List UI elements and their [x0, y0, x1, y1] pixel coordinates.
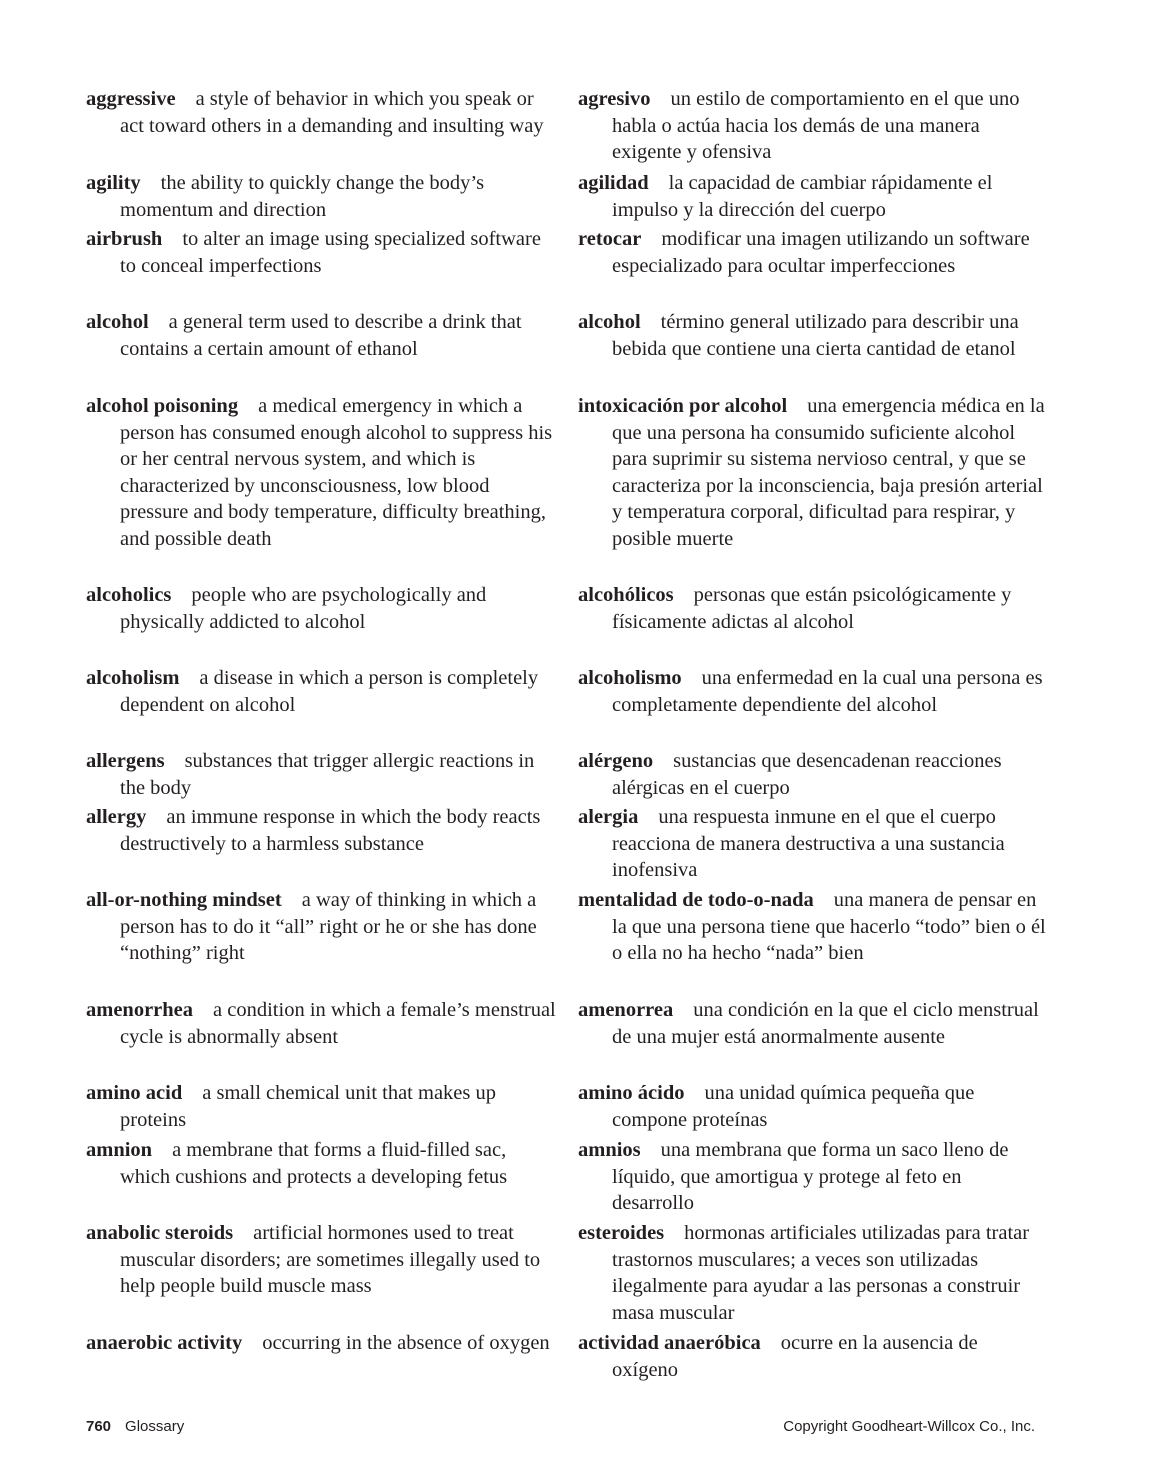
- glossary-entry-en: [86, 393, 556, 552]
- glossary-entry-es: [578, 1330, 1048, 1383]
- glossary-entry-en: [86, 1080, 556, 1133]
- entry-definition: a condition in which a female’s menstrual cycle is abnormally absent: [120, 999, 556, 1048]
- entry-term: alcoholics: [86, 584, 172, 606]
- glossary-entry-en: [86, 665, 556, 718]
- glossary-entry-en: [86, 1330, 556, 1357]
- glossary-entry-es: [578, 226, 1048, 279]
- entry-term: agresivo: [578, 88, 651, 110]
- entry-definition: personas que están psicológicamente y físicamente adictas al alcohol: [612, 584, 1012, 633]
- entry-definition: an immune response in which the body reacts destructively to a harmless substance: [120, 806, 541, 855]
- glossary-entry-es: [578, 1220, 1048, 1326]
- entry-definition: ocurre en la ausencia de oxígeno: [612, 1332, 978, 1381]
- glossary-entry-en: [86, 582, 556, 635]
- glossary-entry-en: [86, 887, 556, 967]
- entry-definition: a general term used to describe a drink that contains a certain amount of ethanol: [120, 311, 522, 360]
- entry-term: alcohólicos: [578, 584, 674, 606]
- entry-definition: artificial hormones used to treat muscular disorders; are sometimes illegally used to help people build muscle mass: [120, 1222, 541, 1297]
- entry-definition: a membrane that forms a fluid-filled sac, which cushions and protects a developing fetus: [120, 1139, 508, 1188]
- glossary-entry-en: [86, 309, 556, 362]
- glossary-entry-en: [86, 170, 556, 223]
- entry-definition: una emergencia médica en la que una persona ha consumido suficiente alcohol para suprimir su sistema nervioso central, y que se caracteriza por la inconsciencia, baja presión arterial y temperatura corporal, dificultad para respirar, y posible muerte: [612, 395, 1045, 550]
- entry-definition: una membrana que forma un saco lleno de líquido, que amortigua y protege al feto en desarrollo: [612, 1139, 1009, 1214]
- entry-definition: una enfermedad en la cual una persona es completamente dependiente del alcohol: [612, 667, 1043, 716]
- entry-term: amnios: [578, 1139, 641, 1161]
- glossary-entry-es: [578, 887, 1048, 967]
- glossary-entry-es: [578, 393, 1048, 552]
- glossary-entry-en: [86, 804, 556, 857]
- section-label: Glossary: [125, 1418, 185, 1435]
- entry-term: esteroides: [578, 1222, 665, 1244]
- glossary-entry-es: [578, 86, 1048, 166]
- entry-term: amino ácido: [578, 1082, 685, 1104]
- glossary-entry-en: [86, 86, 556, 139]
- entry-term: allergy: [86, 806, 147, 828]
- entry-term: amenorrea: [578, 999, 674, 1021]
- page-footer-left: [86, 1418, 184, 1435]
- glossary-entry-es: [578, 1080, 1048, 1133]
- glossary-entry-es: [578, 804, 1048, 884]
- entry-term: actividad anaeróbica: [578, 1332, 761, 1354]
- glossary-entry-en: [86, 1137, 556, 1190]
- entry-term: intoxicación por alcohol: [578, 395, 788, 417]
- glossary-entry-es: [578, 997, 1048, 1050]
- entry-definition: hormonas artificiales utilizadas para tratar trastornos musculares; a veces son utilizadas ilegalmente para ayudar a las personas a construir masa muscular: [612, 1222, 1030, 1324]
- entry-term: alcohol: [578, 311, 641, 333]
- entry-definition: people who are psychologically and physically addicted to alcohol: [120, 584, 487, 633]
- entry-term: aggressive: [86, 88, 176, 110]
- entry-term: alergia: [578, 806, 639, 828]
- entry-definition: occurring in the absence of oxygen: [262, 1332, 550, 1354]
- page-number: 760: [86, 1418, 112, 1435]
- entry-term: alcoholismo: [578, 667, 682, 689]
- entry-term: allergens: [86, 750, 165, 772]
- entry-term: retocar: [578, 228, 642, 250]
- entry-definition: término general utilizado para describir una bebida que contiene una cierta cantidad de etanol: [612, 311, 1019, 360]
- entry-definition: to alter an image using specialized software to conceal imperfections: [120, 228, 541, 277]
- glossary-entry-es: [578, 309, 1048, 362]
- entry-term: agilidad: [578, 172, 649, 194]
- entry-term: agility: [86, 172, 141, 194]
- entry-term: anaerobic activity: [86, 1332, 243, 1354]
- entry-definition: una unidad química pequeña que compone proteínas: [612, 1082, 975, 1131]
- entry-definition: una condición en la que el ciclo menstrual de una mujer está anormalmente ausente: [612, 999, 1039, 1048]
- entry-term: amnion: [86, 1139, 153, 1161]
- glossary-entry-es: [578, 170, 1048, 223]
- copyright-notice: Copyright Goodheart-Willcox Co., Inc.: [783, 1418, 1035, 1435]
- entry-term: alcohol poisoning: [86, 395, 239, 417]
- entry-definition: la capacidad de cambiar rápidamente el impulso y la dirección del cuerpo: [612, 172, 993, 221]
- entry-term: amenorrhea: [86, 999, 194, 1021]
- entry-definition: sustancias que desencadenan reacciones alérgicas en el cuerpo: [612, 750, 1002, 799]
- entry-term: alérgeno: [578, 750, 654, 772]
- entry-term: alcohol: [86, 311, 149, 333]
- entry-term: all-or-nothing mindset: [86, 889, 282, 911]
- entry-definition: a medical emergency in which a person has consumed enough alcohol to suppress his or her central nervous system, and which is characterized by unconsciousness, low blood pressure and body temperature, difficulty breathing, and possible death: [120, 395, 553, 550]
- entry-definition: a small chemical unit that makes up proteins: [120, 1082, 496, 1131]
- entry-definition: a way of thinking in which a person has to do it “all” right or he or she has done “nothing” right: [120, 889, 537, 964]
- entry-definition: a style of behavior in which you speak or act toward others in a demanding and insulting way: [120, 88, 544, 137]
- entry-definition: modificar una imagen utilizando un software especializado para ocultar imperfecciones: [612, 228, 1030, 277]
- entry-term: amino acid: [86, 1082, 183, 1104]
- glossary-entry-es: [578, 1137, 1048, 1217]
- glossary-entry-es: [578, 582, 1048, 635]
- entry-definition: the ability to quickly change the body’s momentum and direction: [120, 172, 485, 221]
- entry-term: mentalidad de todo-o-nada: [578, 889, 814, 911]
- entry-term: anabolic steroids: [86, 1222, 234, 1244]
- entry-definition: substances that trigger allergic reactions in the body: [120, 750, 535, 799]
- glossary-entry-es: [578, 748, 1048, 801]
- glossary-entry-en: [86, 226, 556, 279]
- entry-definition: un estilo de comportamiento en el que uno habla o actúa hacia los demás de una manera exigente y ofensiva: [612, 88, 1020, 163]
- entry-definition: una manera de pensar en la que una persona tiene que hacerlo “todo” bien o él o ella no ha hecho “nada” bien: [612, 889, 1046, 964]
- entry-term: airbrush: [86, 228, 163, 250]
- entry-definition: una respuesta inmune en el que el cuerpo reacciona de manera destructiva a una sustancia inofensiva: [612, 806, 1005, 881]
- glossary-entry-en: [86, 997, 556, 1050]
- glossary-entry-en: [86, 1220, 556, 1300]
- glossary-entry-en: [86, 748, 556, 801]
- entry-term: alcoholism: [86, 667, 180, 689]
- entry-definition: a disease in which a person is completely dependent on alcohol: [120, 667, 539, 716]
- glossary-entry-es: [578, 665, 1048, 718]
